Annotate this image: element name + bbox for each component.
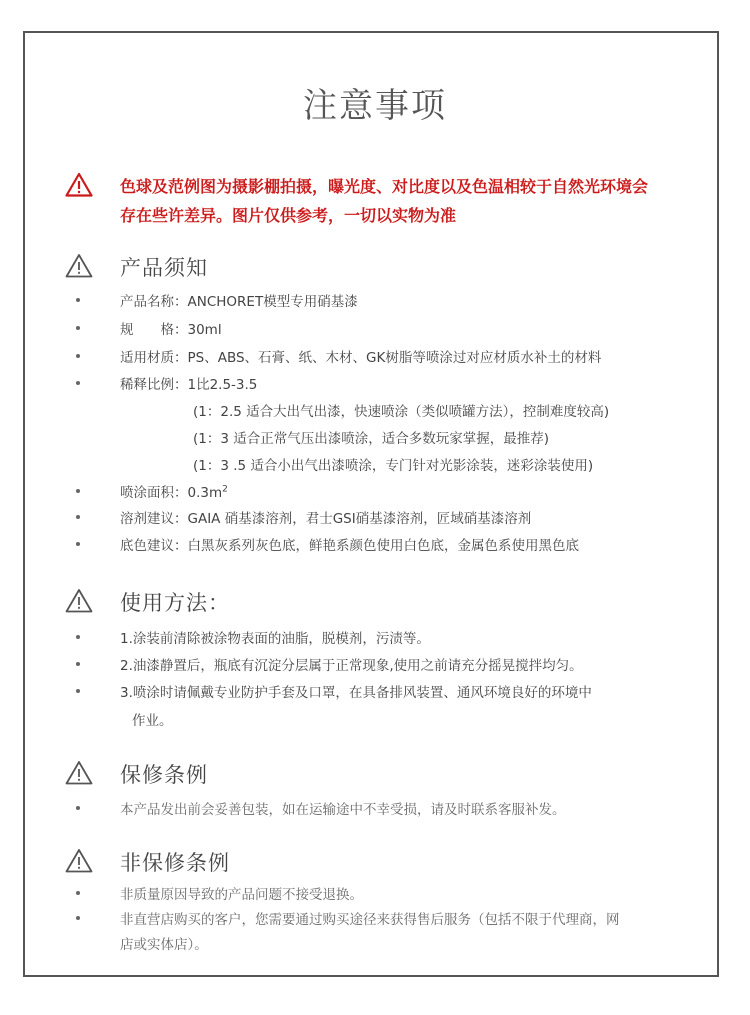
warning-line-1: 色球及范例图为摄影棚拍摄，曝光度、对比度以及色温相较于自然光环境会 bbox=[120, 177, 649, 196]
non-warranty-item-1: 非质量原因导致的产品问题不接受退换。 bbox=[120, 887, 363, 903]
section-title-non-warranty: 非保修条例 bbox=[120, 851, 230, 875]
base-color-advice: 底色建议：白黑灰系列灰色底，鲜艳系颜色使用白色底，金属色系使用黑色底 bbox=[120, 538, 579, 554]
warning-line-2: 存在些许差异。图片仅供参考，一切以实物为准 bbox=[120, 206, 457, 225]
spray-area-sup: 2 bbox=[222, 484, 228, 495]
bullet bbox=[76, 635, 80, 639]
section-title-usage: 使用方法： bbox=[120, 591, 230, 615]
spec-label: 规 格： bbox=[120, 322, 188, 338]
bullet bbox=[76, 381, 80, 385]
spray-area-label: 喷涂面积：0.3m bbox=[120, 485, 223, 501]
bullet bbox=[76, 916, 80, 920]
warranty-item-1: 本产品发出前会妥善包装，如在运输途中不幸受损，请及时联系客服补发。 bbox=[120, 802, 566, 818]
section-title-product-info: 产品须知 bbox=[120, 256, 208, 280]
bullet bbox=[76, 326, 80, 330]
section-title-warranty: 保修条例 bbox=[120, 763, 208, 787]
bullet bbox=[76, 689, 80, 693]
non-warranty-item-2-line-2: 店或实体店）。 bbox=[120, 937, 208, 953]
bullet bbox=[76, 542, 80, 546]
product-spec bbox=[120, 318, 222, 338]
usage-step-3-line-2: 作业。 bbox=[132, 713, 173, 729]
dilution-ratio: 稀释比例：1比2.5-3.5 bbox=[120, 377, 258, 393]
warning-icon bbox=[65, 172, 93, 197]
product-materials: 适用材质：PS、ABS、石膏、纸、木材、GK树脂等喷涂过对应材质水补土的材料 bbox=[120, 350, 602, 366]
spray-area bbox=[120, 481, 228, 501]
bullet bbox=[76, 806, 80, 810]
warning-icon bbox=[65, 760, 93, 785]
dilution-detail-1: (1：2.5 适合大出气出漆，快速喷涂（类似喷罐方法），控制难度较高) bbox=[193, 404, 610, 420]
dilution-detail-2: (1：3 适合正常气压出漆喷涂，适合多数玩家掌握，最推荐) bbox=[193, 431, 550, 447]
bullet bbox=[76, 515, 80, 519]
warning-icon bbox=[65, 253, 93, 278]
usage-step-3-line-1: 3.喷涂时请佩戴专业防护手套及口罩，在具备排风装置、通风环境良好的环境中 bbox=[120, 685, 592, 701]
bullet bbox=[76, 298, 80, 302]
page-title: 注意事项 bbox=[303, 86, 447, 126]
non-warranty-item-2-line-1: 非直营店购买的客户，您需要通过购买途径来获得售后服务（包括不限于代理商，网 bbox=[120, 912, 620, 928]
dilution-detail-3: (1：3 .5 适合小出气出漆喷涂，专门针对光影涂装，迷彩涂装使用) bbox=[193, 458, 594, 474]
usage-step-2: 2.油漆静置后，瓶底有沉淀分层属于正常现象,使用之前请充分摇晃搅拌均匀。 bbox=[120, 658, 583, 674]
bullet bbox=[76, 489, 80, 493]
usage-step-1: 1.涂装前清除被涂物表面的油脂，脱模剂，污渍等。 bbox=[120, 631, 430, 647]
bullet bbox=[76, 354, 80, 358]
bullet bbox=[76, 891, 80, 895]
product-name: 产品名称：ANCHORET模型专用硝基漆 bbox=[120, 294, 358, 310]
bullet bbox=[76, 662, 80, 666]
solvent-advice: 溶剂建议：GAIA 硝基漆溶剂，君士GSI硝基漆溶剂，匠域硝基漆溶剂 bbox=[120, 511, 532, 527]
warning-icon bbox=[65, 848, 93, 873]
warning-text bbox=[120, 172, 710, 230]
spec-value: 30ml bbox=[187, 322, 222, 338]
warning-icon bbox=[65, 588, 93, 613]
